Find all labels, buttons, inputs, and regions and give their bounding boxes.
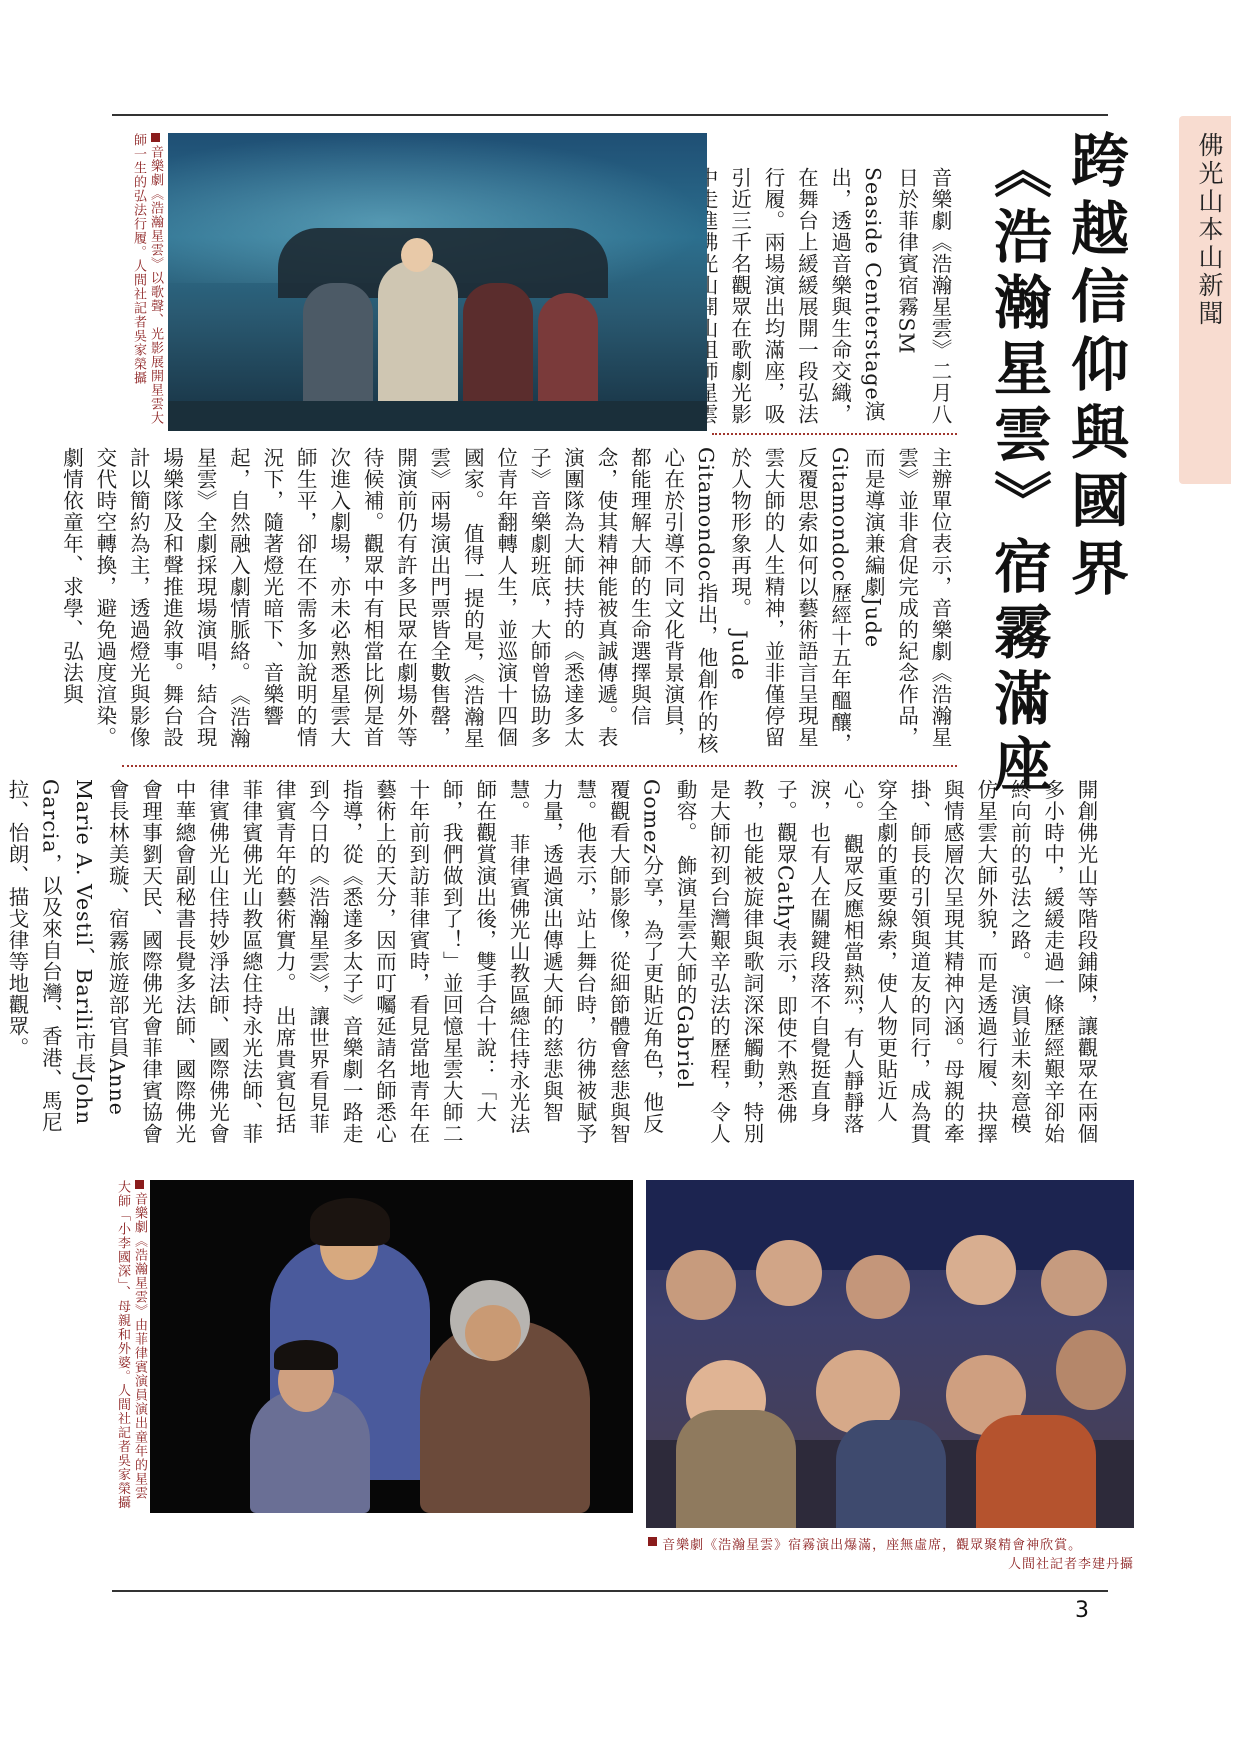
caption-top xyxy=(124,133,164,433)
middle-article-text: 主辦單位表示，音樂劇《浩瀚星雲》並非倉促完成的紀念作品，而是導演兼編劇Jude Gitamondoc歷經十五年醞釀，反覆思索如何以藝術語言呈現星雲大師的人生精神，並非僅停留於人物形象再現。 Jude Gitamondoc指出，他創作的核心在於引導不同文化背景演員，都能理解大師的生命選擇與信念，使其精神能被真誠傳遞。表演團隊為大師扶持的《悉達多太子》音樂劇班底，大師曾協助多位青年翻轉人生，並巡演十四個國家。 值得一提的是，《浩瀚星雲》兩場演出門票皆全數售罄，開演前仍有許多民眾在劇場外等待候補。觀眾中有相當比例是首次進入劇場，亦未必熟悉星雲大師生平，卻在不需多加說明的情況下，隨著燈光暗下、音樂響起，自然融入劇情脈絡。 《浩瀚星雲》全劇採現場演唱，結合現場樂隊及和聲推進敘事。舞台設計以簡約為主，透過燈光與影像交代時空轉換，避免過度渲染。劇情依童年、求學、弘法與 xyxy=(59,447,952,755)
headline-line1: 跨越信仰與國界 xyxy=(1061,130,1129,606)
stage-photo-family xyxy=(150,1180,633,1513)
caption-mark xyxy=(648,1537,657,1546)
caption-top-text: 音樂劇《浩瀚星雲》以歌聲、光影展開星雲大師一生的弘法行履。人間社記者吳家榮攝 xyxy=(131,133,163,425)
bottom-rule xyxy=(112,1590,1108,1592)
caption-bottom-right-credit: 人間社記者李建丹攝 xyxy=(1007,1557,1134,1572)
headline-line2: 《浩瀚星雲》宿霧滿座 xyxy=(984,140,1052,800)
dotted-separator-mid xyxy=(122,765,957,767)
caption-bottom-left-text: 音樂劇《浩瀚星雲》由菲律賓演員演出童年的星雲大師「小李國深」、母親和外婆。人間社記者吳家榮攝 xyxy=(115,1180,147,1510)
caption-bottom-left xyxy=(108,1180,148,1513)
page-number: 3 xyxy=(1075,1598,1089,1623)
dotted-separator-top xyxy=(712,433,957,435)
caption-bottom-right xyxy=(648,1536,1134,1576)
top-rule xyxy=(112,114,1108,116)
section-tab xyxy=(1179,116,1231,484)
section-label: 佛光山本山新聞 xyxy=(1195,132,1224,328)
audience-photo xyxy=(646,1180,1134,1528)
caption-bottom-right-text: 音樂劇《浩瀚星雲》宿霧演出爆滿，座無虛席，觀眾聚精會神欣賞。 xyxy=(662,1538,1083,1553)
intro-text: 音樂劇《浩瀚星雲》二月八日於菲律賓宿霧SM Seaside Centerstage演出，透過音樂與生命交織，在舞台上緩緩展開一段弘法行履。兩場演出均滿座，吸引近三千名觀眾在歌劇光影 xyxy=(727,167,952,425)
stage-photo-top xyxy=(168,133,707,431)
lower-article-text: 開創佛光山等階段鋪陳，讓觀眾在兩個多小時中，緩緩走過一條歷經艱辛卻始終向前的弘法之路。 演員並未刻意模仿星雲大師外貌，而是透過行履、抉擇與情感層次呈現其精神內涵。母親的牽掛、師長的引領與道友的同行，成為貫穿全劇的重要線索，使人物更貼近人心。 觀眾反應相當熱烈，有人靜靜落淚，也有人在關鍵段落不自覺挺直身子。觀眾Cathy表示，即使不熟悉佛教，也能被旋律與歌詞深深觸動，特別是大師初到台灣艱辛弘法的歷程，令人動容。 飾演星雲大師的Gabriel Gomez分享，為了更貼近角色，他反覆觀看大師影像，從細節體會慈悲與智慧。他表示，站上舞台時，彷彿被賦予力量，透過演出傳遞大師的慈悲與智慧。 菲律賓佛光山教區總住持永光法師在觀賞演出後，雙手合十說：「大師，我們做到了！」並回憶星雲大師二十年前到訪菲律賓時，看見當地青年在藝術上的天分，因而叮囑延請名師悉心指導，從《悉達多太子》音樂劇一路走到今日的《浩瀚星雲》，讓世界看見菲律賓青年的藝術實力。 出席貴賓包括菲律賓佛光山教區總住持永光法師、菲律賓佛光山住持妙淨法師、國際佛光會中華總會副秘書長覺多法師、國際佛光會理事劉天民、國際佛光會菲律賓協會會長林美璇、宿霧旅遊部官員Anne Marie A. Vestil、Barili市長John Garcia，以及來自台灣、香港、馬尼拉、怡朗、描戈律等地觀眾。 xyxy=(5,779,1098,1145)
caption-mark xyxy=(151,133,160,142)
caption-mark xyxy=(135,1180,144,1189)
